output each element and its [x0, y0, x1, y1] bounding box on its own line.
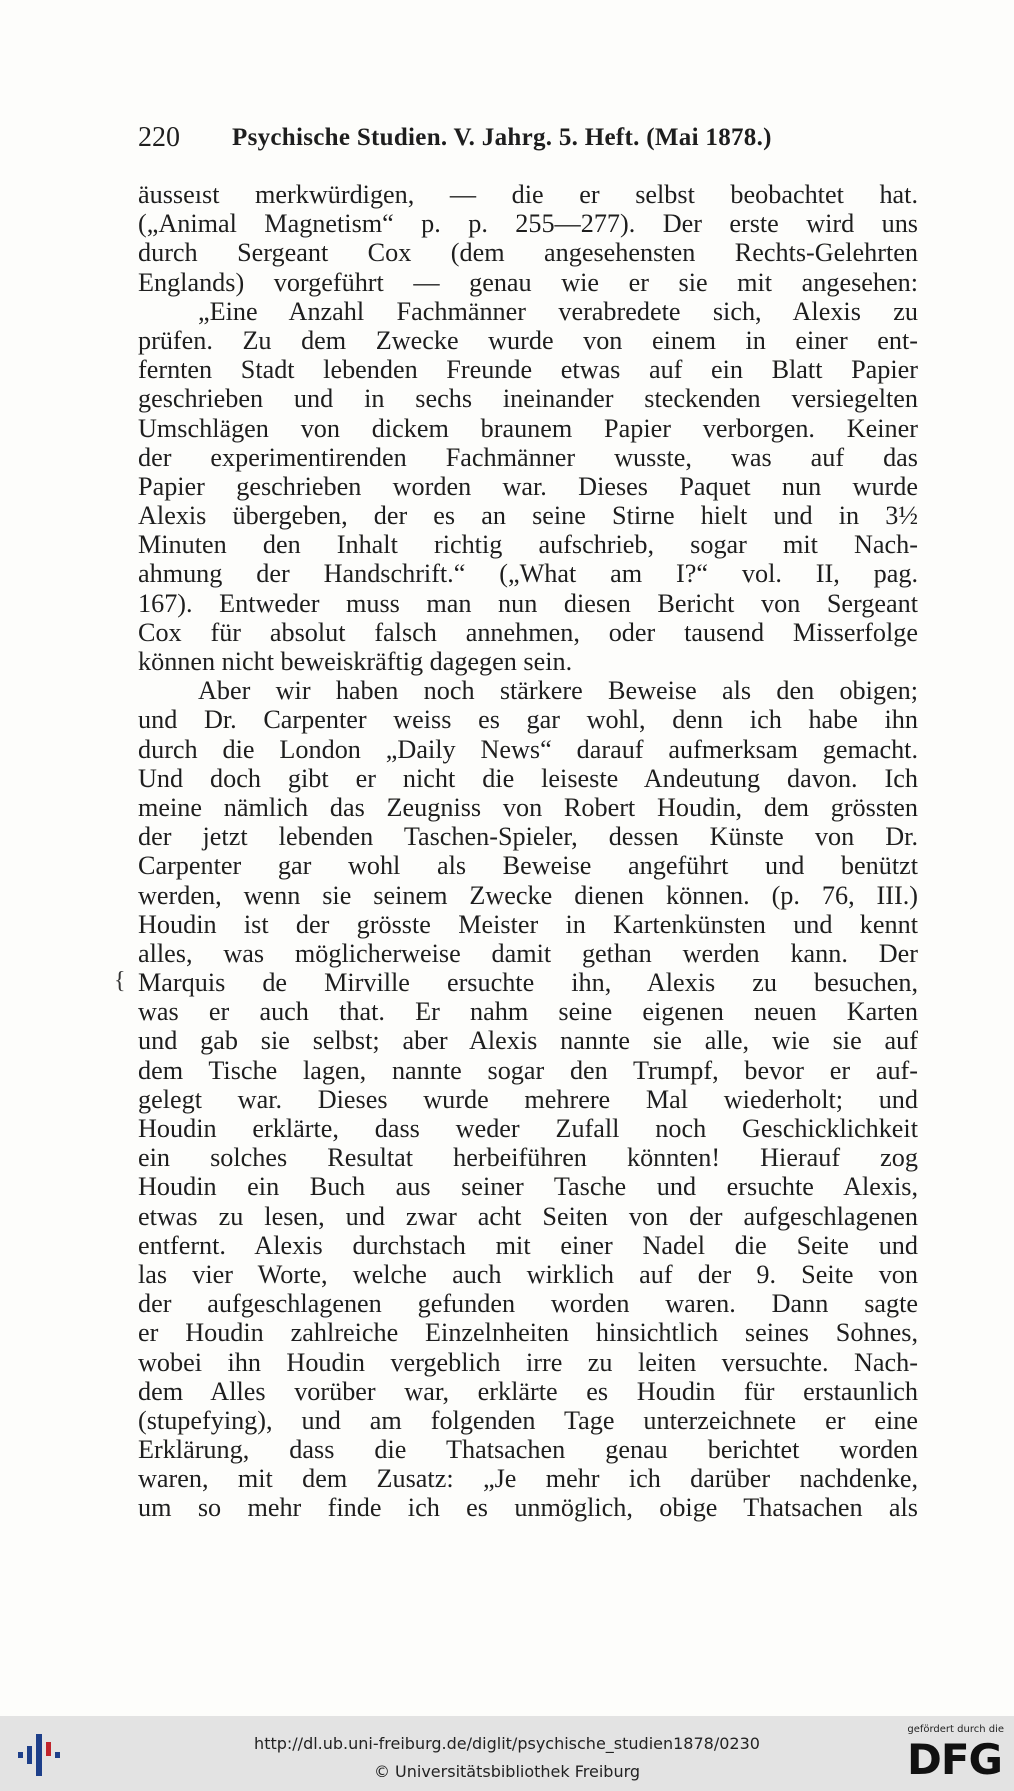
text-line: können nicht beweiskräftig dagegen sein. [138, 647, 573, 676]
text-line: waren, mit dem Zusatz: „Je mehr ich darüber nachdenke, [138, 1464, 918, 1494]
text-line: Marquis de Mirville ersuchte ihn, Alexis zu besuchen, [138, 968, 918, 998]
running-title: Psychische Studien. V. Jahrg. 5. Heft. (Mai 1878.) [232, 124, 772, 151]
text-line: Papier geschrieben worden war. Dieses Paquet nun wurde [138, 471, 918, 501]
text-line: was er auch that. Er nahm seine eigenen neuen Karten [138, 997, 918, 1027]
text-line: („Animal Magnetism“ p. p. 255—277). Der erste wird uns [138, 209, 918, 239]
text-line: Und doch gibt er nicht die leiseste Andeutung davon. Ich [138, 763, 918, 793]
text-line: der aufgeschlagenen gefunden worden waren. Dann sagte [138, 1289, 918, 1319]
text-line: Erklärung, dass die Thatsachen genau berichtet worden [138, 1435, 918, 1465]
text-line: etwas zu lesen, und zwar acht Seiten von der aufgeschlagenen [138, 1201, 918, 1231]
dfg-logo: DFG [906, 1735, 1002, 1784]
text-line: prüfen. Zu dem Zwecke wurde von einem in einer ent- [138, 325, 918, 355]
text-line: und Dr. Carpenter weiss es gar wohl, denn ich habe ihn [138, 705, 918, 735]
text-line: gelegt war. Dieses wurde mehrere Mal wiederholt; und [138, 1084, 918, 1114]
text-line: meine nämlich das Zeugniss von Robert Houdin, dem grössten [138, 792, 918, 822]
text-line: der jetzt lebenden Taschen-Spieler, dessen Künste von Dr. [138, 822, 918, 852]
text-line: wobei ihn Houdin vergeblich irre zu leiten versuchte. Nach- [138, 1347, 918, 1377]
text-line: ahmung der Handschrift.“ („What am I?“ vol. II, pag. [138, 559, 918, 589]
text-line: Carpenter gar wohl als Beweise angeführt und benützt [138, 851, 918, 881]
text-line: Houdin ist der grösste Meister in Kartenkünsten und kennt [138, 909, 918, 939]
text-line: er Houdin zahlreiche Einzelnheiten hinsichtlich seines Sohnes, [138, 1318, 918, 1348]
text-line: ein solches Resultat herbeiführen könnten! Hierauf zog [138, 1143, 918, 1173]
text-line: der experimentirenden Fachmänner wusste, was auf das [138, 442, 918, 472]
text-line: Minuten den Inhalt richtig aufschrieb, sogar mit Nach- [138, 530, 918, 560]
text-line: las vier Worte, welche auch wirklich auf der 9. Seite von [138, 1259, 918, 1289]
footer-bar [0, 1716, 1014, 1791]
text-line: dem Alles vorüber war, erklärte es Houdin für erstaunlich [138, 1376, 918, 1406]
footer-url-link[interactable]: http://dl.ub.uni-freiburg.de/diglit/psychische_studien1878/0230 [254, 1734, 760, 1753]
text-line: „Eine Anzahl Fachmänner verabredete sich, Alexis zu [198, 296, 918, 326]
text-line: durch Sergeant Cox (dem angesehensten Rechts-Gelehrten [138, 238, 918, 268]
text-line: um so mehr finde ich es unmöglich, obige Thatsachen als [138, 1493, 918, 1523]
text-line: Cox für absolut falsch annehmen, oder tausend Misserfolge [138, 617, 918, 647]
text-line: 167). Entweder muss man nun diesen Bericht von Sergeant [138, 588, 918, 618]
text-line: entfernt. Alexis durchstach mit einer Nadel die Seite und [138, 1230, 918, 1260]
text-line: fernten Stadt lebenden Freunde etwas auf ein Blatt Papier [138, 355, 918, 385]
text-line: durch die London „Daily News“ darauf aufmerksam gemacht. [138, 734, 918, 764]
text-line: Aber wir haben noch stärkere Beweise als den obigen; [198, 676, 918, 706]
text-line: und gab sie selbst; aber Alexis nannte sie alle, wie sie auf [138, 1026, 918, 1056]
text-line: Houdin erklärte, dass weder Zufall noch Geschicklichkeit [138, 1114, 918, 1143]
text-line: dem Tische lagen, nannte sogar den Trumpf, bevor er auf- [138, 1055, 918, 1085]
text-line: Alexis übergeben, der es an seine Stirne hielt und in 3½ [138, 501, 918, 531]
margin-mark: { [114, 968, 126, 994]
body-text [138, 180, 918, 1523]
text-line: äusseıst merkwürdigen, — die er selbst beobachtet hat. [138, 180, 918, 209]
footer-copyright: © Universitätsbibliothek Freiburg [373, 1762, 641, 1781]
text-line: alles, was möglicherweise damit gethan werden kann. Der [138, 938, 918, 968]
page-header [138, 122, 928, 158]
funding-text: gefördert durch die [907, 1724, 1004, 1735]
text-line: werden, wenn sie seinem Zwecke dienen können. (p. 76, III.) [138, 880, 918, 910]
text-line: Houdin ein Buch aus seiner Tasche und ersuchte Alexis, [138, 1172, 918, 1202]
text-line: Umschlägen von dickem braunem Papier verborgen. Keiner [138, 413, 918, 443]
page-number: 220 [138, 122, 180, 153]
text-line: geschrieben und in sechs ineinander steckenden versiegelten [138, 384, 918, 414]
text-line: Englands) vorgeführt — genau wie er sie mit angesehen: [138, 267, 918, 297]
text-line: (stupefying), und am folgenden Tage unterzeichnete er eine [138, 1405, 918, 1435]
